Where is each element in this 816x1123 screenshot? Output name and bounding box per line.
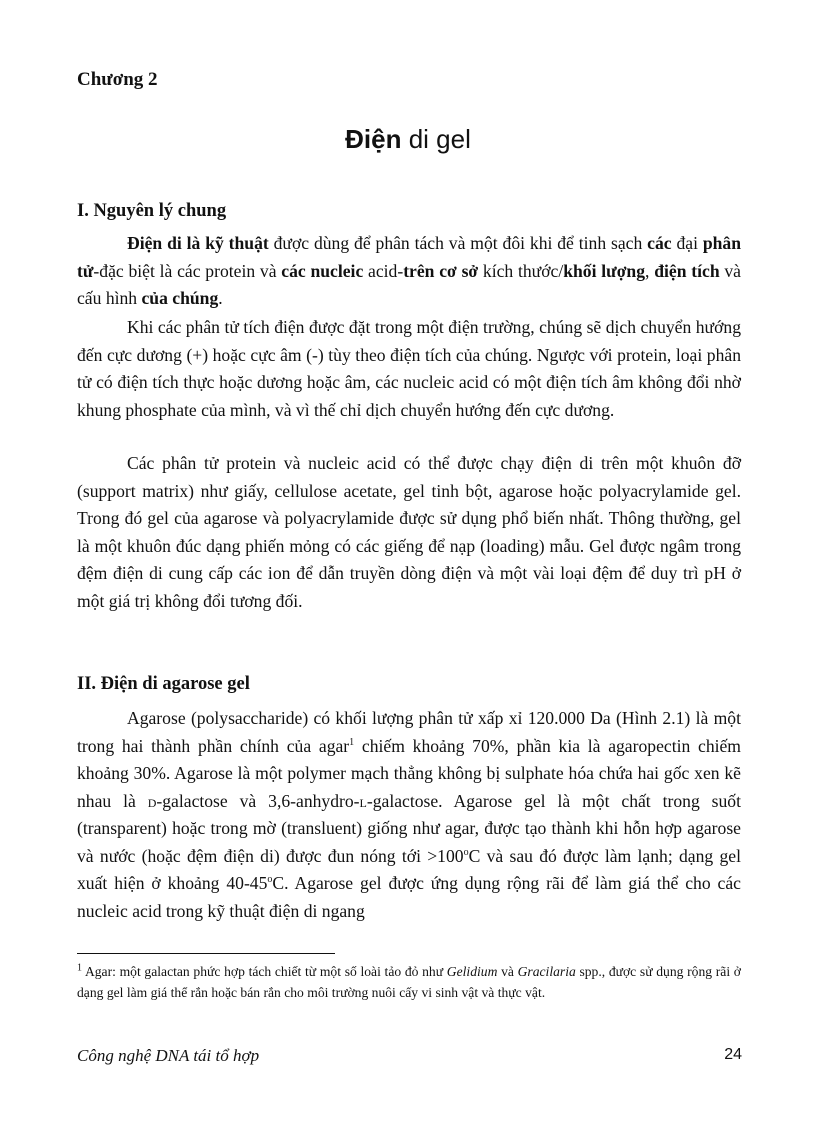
text-run: -galactose và 3,6-anhydro- bbox=[156, 790, 360, 811]
bold-term: khối lượng bbox=[563, 260, 646, 281]
small-caps-prefix: d bbox=[147, 790, 157, 811]
text-run: và cấu hình bbox=[77, 260, 741, 308]
text-run: . bbox=[218, 288, 223, 308]
page-number: 24 bbox=[724, 1046, 742, 1063]
chapter-label: Chương 2 bbox=[77, 69, 158, 90]
text-run: kích thước/ bbox=[478, 260, 564, 281]
footnote-number: 1 bbox=[77, 962, 82, 974]
text-run: Agarose (polysaccharide) có khối lượng phân tử xấp xỉ 120.000 Da (Hình 2.1) là một trong hai thành phần chính của agar bbox=[77, 708, 741, 756]
text-run: , bbox=[645, 260, 655, 281]
degree-mark: o bbox=[463, 846, 469, 858]
text-run: chiếm khoảng 70%, phần kia là agaropectin chiếm khoảng 30%. Agarose là một polymer mạch thẳng không bị sulphate hóa chứa hai gốc xen kẽ nhau là bbox=[77, 735, 741, 811]
text-run: và bbox=[497, 964, 518, 979]
bold-term: điện tích bbox=[654, 260, 720, 281]
text-run: C. Agarose gel được ứng dụng rộng rãi để làm giá thể cho các nucleic acid trong kỹ thuật điện di ngang bbox=[77, 873, 741, 921]
title-rest: di gel bbox=[401, 124, 471, 154]
section1-paragraph-2: Khi các phân tử tích điện được đặt trong một điện trường, chúng sẽ dịch chuyển hướng đến cực dương (+) hoặc cực âm (-) tùy theo điện tích của chúng. Ngược với protein, loại phân tử có điện tích thực hoặc dương hoặc âm, các nucleic acid có một điện tích âm không đổi nhờ khung phosphate của mình, và vì thế chỉ dịch chuyển hướng đến cực dương. bbox=[77, 317, 741, 420]
footnote-ref: 1 bbox=[349, 736, 355, 748]
bold-term: Điện di là kỹ thuật bbox=[127, 233, 269, 253]
section1-paragraph-1 bbox=[77, 230, 741, 313]
species-name: Gracilaria bbox=[517, 964, 576, 979]
text-run: -galactose. Agarose gel là một chất trong suốt (transparent) hoặc trong mờ (transluent) giống như agar, được tạo thành khi hỗn hợp agarose và nước (hoặc đệm điện di) được đun nóng tới >100 bbox=[77, 790, 741, 866]
text-run: được dùng để phân tách và một đôi khi để tinh sạch bbox=[268, 233, 648, 253]
bold-term: các bbox=[647, 233, 672, 253]
text-run: C và sau đó được làm lạnh; dạng gel xuất hiện ở khoảng 40-45 bbox=[77, 845, 741, 893]
degree-mark: o bbox=[267, 874, 273, 886]
section1-heading: I. Nguyên lý chung bbox=[77, 201, 227, 221]
section2-heading: II. Điện di agarose gel bbox=[77, 674, 250, 694]
text-run: -đặc biệt là các protein và bbox=[93, 260, 282, 281]
bold-term: trên cơ sở bbox=[403, 260, 479, 281]
footnote-divider bbox=[77, 953, 335, 954]
bold-term: của chúng bbox=[141, 288, 219, 308]
text-run: Agar: một galactan phức hợp tách chiết từ một số loài tảo đỏ như bbox=[82, 964, 447, 979]
small-caps-prefix: l bbox=[359, 790, 367, 811]
page-title bbox=[0, 124, 816, 155]
section2-paragraph-1 bbox=[77, 705, 741, 925]
title-bold: Điện bbox=[345, 124, 402, 154]
bold-term: các nucleic bbox=[281, 260, 364, 281]
text-run: spp., được sử dụng rộng rãi ở dạng gel làm giá thể rắn hoặc bán rắn cho môi trường nuôi cấy vi sinh vật và thực vật. bbox=[77, 964, 741, 1000]
book-title-footer: Công nghệ DNA tái tổ hợp bbox=[77, 1046, 260, 1065]
text-run: đại bbox=[671, 233, 703, 253]
section1-paragraph-3: Các phân tử protein và nucleic acid có thể được chạy điện di trên một khuôn đỡ (support matrix) như giấy, cellulose acetate, gel tinh bột, agarose hoặc polyacrylamide gel. Trong đó gel của agarose và polyacrylamide được sử dụng phổ biến nhất. Thông thường, gel là một khuôn đúc dạng phiến mỏng có các giếng để nạp (loading) mẫu. Gel được ngâm trong đệm điện di cung cấp các ion để dẫn truyền dòng điện và một vài loại đệm để duy trì pH ở một giá trị không đổi tương đối. bbox=[77, 453, 741, 611]
species-name: Gelidium bbox=[446, 964, 498, 979]
bold-term: phân tử bbox=[77, 233, 741, 281]
text-run: acid- bbox=[363, 260, 404, 281]
footnote bbox=[77, 962, 741, 1003]
